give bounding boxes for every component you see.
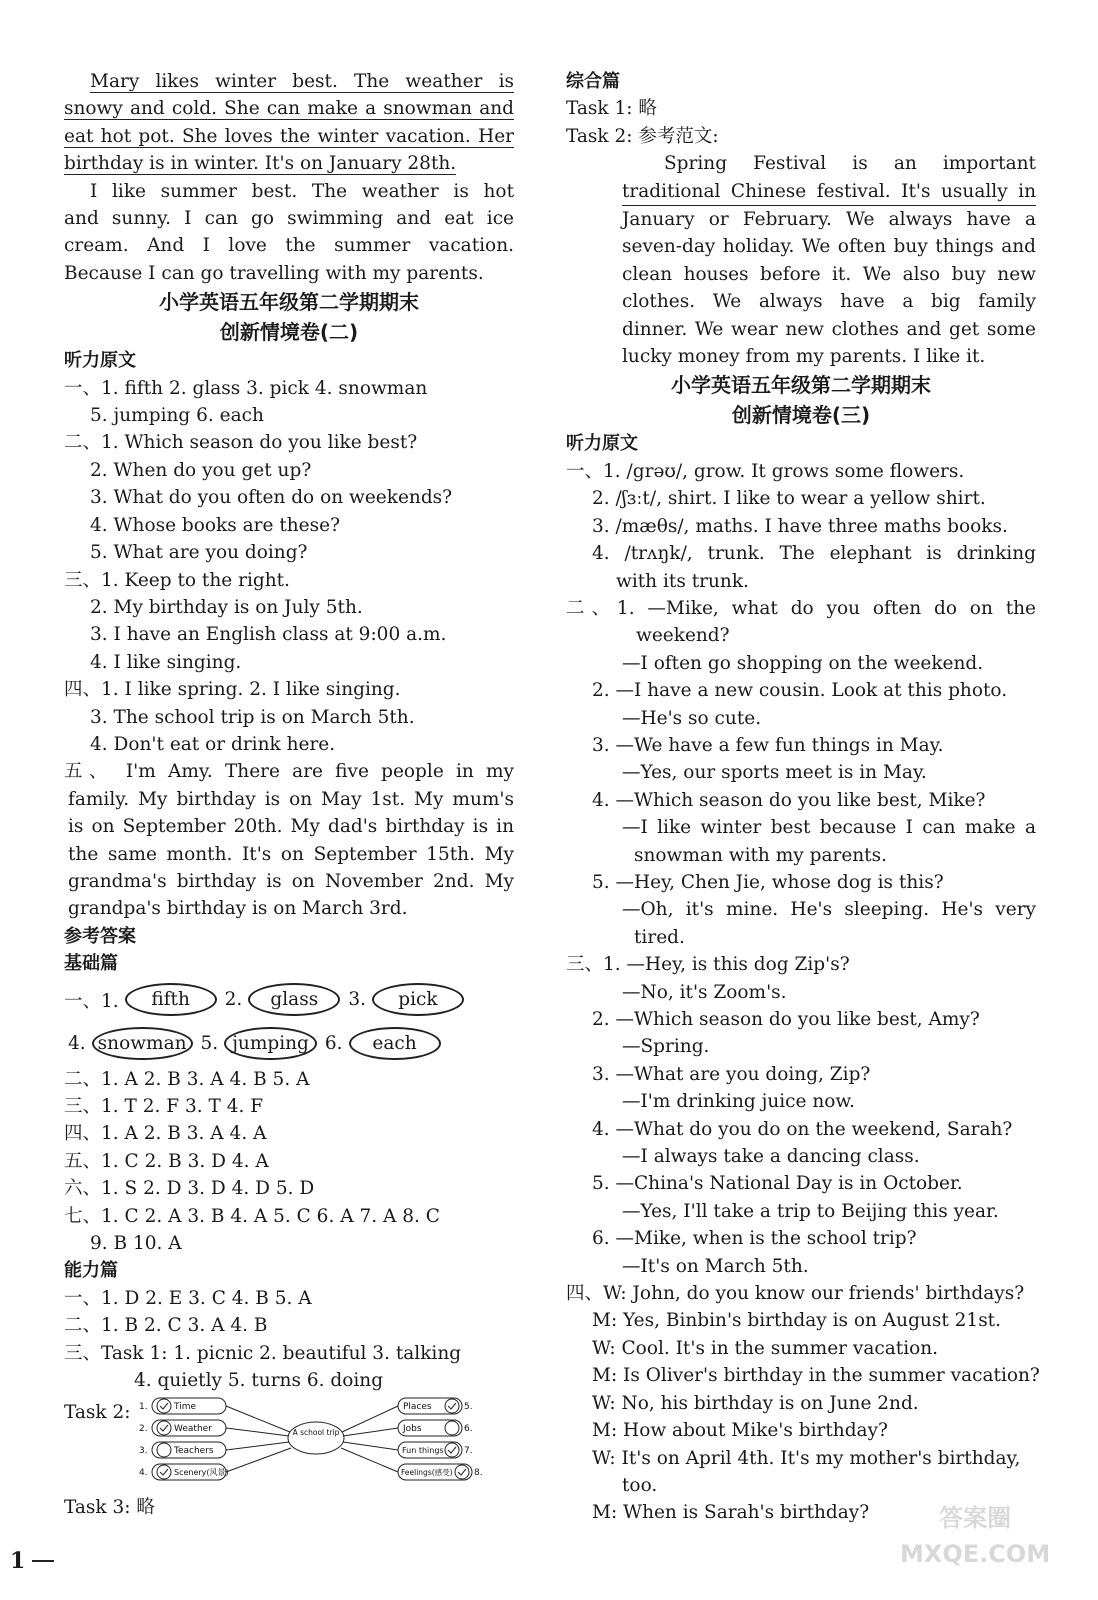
essay-line: Spring Festival is an important: [664, 153, 1036, 175]
mind-map-node: Places: [403, 1402, 432, 1413]
circled-answer: fifth: [125, 983, 217, 1016]
answer-line: —Spring.: [622, 1036, 710, 1058]
task2-block: [64, 1394, 514, 1494]
essay-line: Because I can go travelling with my parents.: [64, 262, 484, 284]
answer-line: M: Is Oliver's birthday in the summer vacation?: [592, 1365, 1040, 1387]
node-number: 7.: [464, 1446, 473, 1457]
node-number: 2.: [139, 1424, 148, 1435]
basic-heading: 基础篇: [64, 953, 118, 975]
answer-line: 一、1. fifth 2. glass 3. pick 4. snowman: [64, 377, 428, 399]
item-number: 6.: [324, 1033, 343, 1055]
node-number: 4.: [139, 1468, 148, 1479]
answer-line: M: How about Mike's birthday?: [592, 1420, 888, 1442]
answer-line: 三、1. —Hey, is this dog Zip's?: [566, 954, 850, 976]
circled-answer: pick: [372, 983, 464, 1016]
section-subtitle: 创新情境卷(二): [219, 320, 359, 345]
answer-line: 三、1. Keep to the right.: [64, 569, 290, 591]
mind-map-node: Weather: [174, 1424, 212, 1435]
essay-line: and sunny. I can go swimming and eat ice: [64, 208, 514, 230]
task2-label: Task 2:: [64, 1402, 131, 1424]
essay-line: traditional Chinese festival. It's usually in: [622, 178, 1036, 206]
answer-line: too.: [622, 1474, 658, 1496]
circled-answer: jumping: [224, 1027, 317, 1060]
answer-line: with its trunk.: [616, 570, 749, 592]
answer-line: 二、1. Which season do you like best?: [64, 432, 418, 454]
circled-answer: snowman: [92, 1027, 193, 1060]
answer-line: grandma's birthday is on November 2nd. My: [68, 870, 514, 892]
essay-line: dinner. We wear new clothes and get some: [622, 318, 1036, 340]
node-number: 5.: [464, 1402, 473, 1413]
section-subtitle: 创新情境卷(三): [731, 403, 871, 428]
answer-line: tired.: [634, 926, 685, 948]
answer-line: —I'm drinking juice now.: [622, 1091, 855, 1113]
page-number-dash: [32, 1560, 54, 1562]
mind-map-node: Scenery(风景): [174, 1468, 229, 1478]
answer-line: 四、1. I like spring. 2. I like singing.: [64, 679, 401, 701]
answer-line: weekend?: [636, 625, 730, 647]
answer-line: 2. When do you get up?: [90, 459, 312, 481]
answer-line: 5. jumping 6. each: [90, 405, 264, 427]
answer-line: 四、W: John, do you know our friends' birthdays?: [566, 1283, 1025, 1305]
answer-line: 五、 I'm Amy. There are five people in my: [64, 761, 514, 783]
mind-map-node: Teachers: [174, 1446, 214, 1457]
answer-line: 2. /ʃɜːt/, shirt. I like to wear a yellow shirt.: [592, 488, 986, 510]
mind-map-center: [288, 1422, 344, 1454]
answer-line: 4. I like singing.: [90, 651, 242, 673]
answer-line: 七、1. C 2. A 3. B 4. A 5. C 6. A 7. A 8. C: [64, 1205, 440, 1227]
essay-line: birthday is in winter. It's on January 28th.: [64, 153, 457, 175]
mind-map: [136, 1394, 536, 1494]
essay-line: Mary likes winter best. The weather is: [90, 71, 514, 92]
answer-line: 3. —We have a few fun things in May.: [592, 734, 944, 756]
answers-heading: 参考答案: [64, 925, 136, 947]
listening-heading: 听力原文: [566, 433, 638, 455]
essay-line: lucky money from my parents. I like it.: [622, 346, 986, 368]
circled-answers-row: [64, 1022, 514, 1066]
answer-line: —He's so cute.: [622, 707, 762, 729]
item-number: 3.: [348, 989, 366, 1011]
left-column: [64, 68, 514, 1522]
essay-line: clothes. We always have a big family: [622, 291, 1036, 313]
answer-line: 四、1. A 2. B 3. A 4. A: [64, 1123, 267, 1145]
node-number: 8.: [474, 1468, 483, 1479]
node-number: 1.: [139, 1402, 148, 1413]
essay-line: I like summer best. The weather is hot: [90, 180, 514, 202]
answer-line: Task 1: 略: [566, 98, 657, 120]
answer-line: 六、1. S 2. D 3. D 4. D 5. D: [64, 1178, 315, 1200]
ability-heading: 能力篇: [64, 1260, 118, 1282]
item-number: 5.: [200, 1033, 219, 1055]
watermark-logo: [900, 1500, 1050, 1572]
section-title: 小学英语五年级第二学期期末: [159, 290, 419, 315]
item-number: 一、1.: [64, 990, 119, 1012]
answer-line: 2. My birthday is on July 5th.: [90, 596, 363, 618]
answer-line: 二、1. B 2. C 3. A 4. B: [64, 1315, 268, 1337]
page-number: 1: [10, 1548, 26, 1574]
answer-line: 3. —What are you doing, Zip?: [592, 1063, 871, 1085]
answer-line: 3. I have an English class at 9:00 a.m.: [90, 624, 447, 646]
essay-line: seven-day holiday. We often buy things and: [622, 236, 1036, 258]
answer-line: 2. —I have a new cousin. Look at this photo.: [592, 680, 1008, 702]
answer-line: 二、1. A 2. B 3. A 4. B 5. A: [64, 1068, 310, 1090]
answer-line: 3. The school trip is on March 5th.: [90, 706, 415, 728]
answer-line: snowman with my parents.: [634, 844, 887, 866]
circled-answers-row: [64, 978, 514, 1022]
answer-line: 3. /mæθs/, maths. I have three maths books.: [592, 515, 1008, 537]
answer-line: 4. quietly 5. turns 6. doing: [134, 1370, 384, 1392]
answer-line: 3. What do you often do on weekends?: [90, 487, 453, 509]
mind-map-node: Time: [174, 1402, 197, 1413]
answer-line: 6. —Mike, when is the school trip?: [592, 1228, 917, 1250]
item-number: 4.: [68, 1033, 86, 1055]
answer-line: —I often go shopping on the weekend.: [622, 652, 984, 674]
answer-line: Task 2: 参考范文:: [566, 125, 719, 147]
answer-line: —Yes, our sports meet is in May.: [622, 762, 927, 784]
answer-line: —Yes, I'll take a trip to Beijing this year.: [622, 1200, 999, 1222]
answer-line: 5. What are you doing?: [90, 542, 308, 564]
answer-line: 五、1. C 2. B 3. D 4. A: [64, 1150, 269, 1172]
essay-line: January or February. We always have a: [622, 209, 1036, 231]
answer-line: —It's on March 5th.: [622, 1255, 809, 1277]
answer-line: Task 3: 略: [64, 1497, 155, 1519]
answer-line: 9. B 10. A: [90, 1233, 182, 1255]
essay-line: snowy and cold. She can make a snowman and: [64, 98, 514, 120]
answer-line: M: Yes, Binbin's birthday is on August 21st.: [592, 1310, 1001, 1332]
circled-answer: glass: [248, 983, 340, 1016]
answer-line: 5. —China's National Day is in October.: [592, 1173, 963, 1195]
node-number: 3.: [139, 1446, 148, 1457]
watermark-url: MXQE.COM: [900, 1540, 1051, 1568]
answer-line: —I always take a dancing class.: [622, 1146, 920, 1168]
mind-map-node: Feelings(感受): [401, 1468, 453, 1478]
essay-line: cream. And I love the summer vacation.: [64, 235, 514, 257]
answer-line: 4. Whose books are these?: [90, 514, 340, 536]
item-number: 2.: [224, 989, 243, 1011]
answer-line: 4. —Which season do you like best, Mike?: [592, 789, 986, 811]
answer-line: —Oh, it's mine. He's sleeping. He's very: [622, 899, 1036, 921]
node-number: 6.: [464, 1424, 473, 1435]
listening-heading: 听力原文: [64, 350, 136, 372]
answer-line: W: It's on April 4th. It's my mother's birthday,: [592, 1447, 1021, 1469]
right-column: [566, 68, 1040, 1527]
answer-line: 4. —What do you do on the weekend, Sarah?: [592, 1118, 1013, 1140]
answer-line: W: Cool. It's in the summer vacation.: [592, 1337, 939, 1359]
answer-line: 5. —Hey, Chen Jie, whose dog is this?: [592, 871, 944, 893]
answer-line: —No, it's Zoom's.: [622, 981, 787, 1003]
mind-map-node: Fun things: [402, 1446, 444, 1456]
essay-line: clean houses before it. We also buy new: [622, 263, 1036, 285]
answer-line: 三、1. T 2. F 3. T 4. F: [64, 1096, 264, 1117]
watermark-text: 答案圈: [939, 1504, 1012, 1532]
answer-line: W: No, his birthday is on June 2nd.: [592, 1392, 919, 1414]
answer-line: 2. —Which season do you like best, Amy?: [592, 1009, 980, 1030]
answer-line: —I like winter best because I can make a: [622, 817, 1036, 839]
section-title: 小学英语五年级第二学期期末: [671, 373, 931, 398]
mind-map-center-label: A school trip: [292, 1428, 340, 1438]
answer-line: grandpa's birthday is on March 3rd.: [68, 898, 408, 920]
answer-line: 4. Don't eat or drink here.: [90, 733, 336, 755]
answer-line: 4. /trʌŋk/, trunk. The elephant is drinking: [592, 543, 1036, 565]
answer-line: is on September 20th. My dad's birthday is in: [68, 816, 514, 838]
answer-line: 三、Task 1: 1. picnic 2. beautiful 3. talking: [64, 1342, 462, 1364]
answer-line: M: When is Sarah's birthday?: [592, 1502, 870, 1524]
answer-line: 二、1. —Mike, what do you often do on the: [566, 597, 1036, 619]
answer-line: 一、1. /grəʊ/, grow. It grows some flowers.: [566, 460, 965, 482]
comprehensive-heading: 综合篇: [566, 71, 620, 92]
circled-answer: each: [349, 1027, 441, 1060]
answer-line: the same month. It's on September 15th. My: [68, 843, 514, 865]
essay-line: eat hot pot. She loves the winter vacation. Her: [64, 125, 514, 147]
mind-map-node: Jobs: [403, 1424, 422, 1435]
answer-line: 一、1. D 2. E 3. C 4. B 5. A: [64, 1287, 312, 1309]
answer-line: family. My birthday is on May 1st. My mum's: [68, 788, 514, 810]
